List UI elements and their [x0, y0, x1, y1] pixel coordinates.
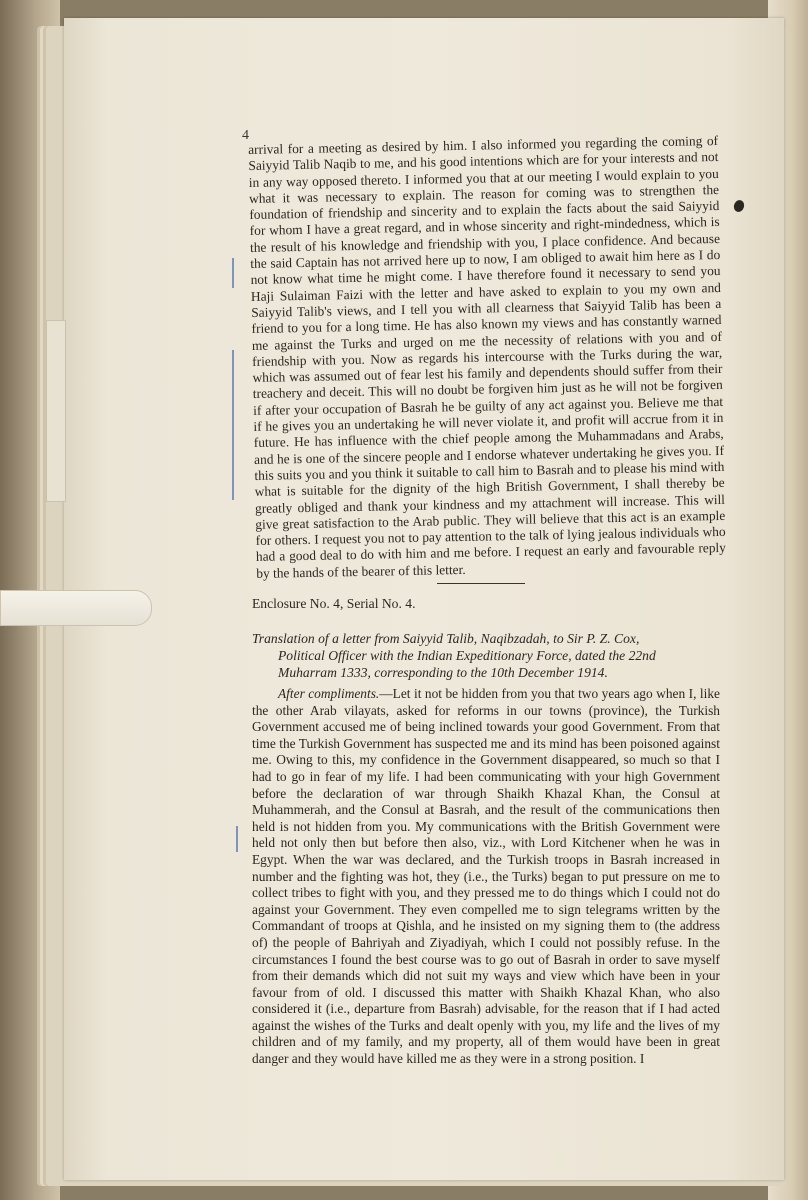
translation-body: [252, 686, 720, 1068]
translation-title-line-1: Translation of a letter from Saiyyid Talib, Naqibzadah, to Sir P. Z. Cox,: [252, 631, 640, 646]
margin-pencil-mark: [232, 350, 234, 500]
page-number: 4: [242, 128, 249, 143]
body-text: —Let it not be hidden from you that two years ago when I, like the other Arab vilayats, asked for reforms in our towns (province), the Turkish Government accused me of being inclined towards your good Government. From that time the Turkish Government has suspected me and its mind has been poisoned against me. Owing to this, my confidence in the Government disappeared, so much so that I had to go in fear of my life. I had been communicating with your high Government before the declaration of war through Shaikh Khazal Khan, the Consul at Muhammerah, and the Consul at Basrah, and the result of the communications then held is not hidden from you. My communications with the British Government were held not only then but before then also, viz., with Lord Kitchener when he was in Egypt. When the war was declared, and the Turkish troops in Basrah increased in number and the fighting was hot, they (i.e., the Turks) began to put pressure on me to collect tribes to fight with you, and they pressed me to do things which I could not do against your Government. They even compelled me to sign telegrams written by the Commandant of troops at Qishla, and he insisted on my signing them to (the address of) the people of Bahriyah and Ziyadiyah, which I could not possibly refuse. In the circumstances I found the best course was to go out of Basrah in order to save myself from their demands which did not suit my ways and view which have been in your favour from of old. I discussed this matter with Shaikh Khazal Khan, who also considered it (i.e., departure from Basrah) advisable, for the reason that if I had acted against the wishes of the Turks and dealt openly with you, my life and the lives of my children and of my family, and my property, all of them would have been in great danger and they would have killed me as they were in a strong position. I: [252, 686, 720, 1067]
translation-title-line-2: Political Officer with the Indian Expeditionary Force, dated the 22nd: [278, 648, 656, 663]
binding-tape-upper: [46, 320, 66, 502]
binding-tape: [0, 590, 152, 626]
letter-paragraph: arrival for a meeting as desired by him. I also informed you regarding the coming of Saiyyid Talib Naqib to me, and his good intentions which are for your interests and not in any way opposed thereto. I informed you that at our meeting I would explain to you what it was necessary to explain. The reason for coming was to strengthen the foundation of friendship and sincerity and to explain the facts about the said Saiyyid for whom I have a great regard, and in whose sincerity and right-mindedness, which is the result of his knowledge and friendship with you, I place confidence. And because the said Captain has not arrived here up to now, I am obliged to await him here as I do not know what time he might come. I have therefore found it necessary to send you Haji Sulaiman Faizi with the letter and have asked to explain to you my own and Saiyyid Talib's views, and I tell you with all clearness that Saiyyid Talib has been a friend to you for a long time. He has also known my views and has constantly warned me against the Turks and urged on me the necessity of relations with you and of friendship with you. Now as regards his intercourse with the Turks during the war, which was assumed out of fear lest his family and dependents should suffer from their treachery and deceit. This will no doubt be forgiven him just as he will not be forgiven if after your occupation of Basrah he be guilty of any act against you. Believe me that if he gives you an undertaking he will never violate it, and profit will accrue from it in future. He has influence with the chief people among the Muhammadans and Arabs, and he is one of the sincere people and I endorse whatever undertaking he gives you. If this suits you and you think it suitable to call him to Basrah and to please his mind with what is suitable for the dignity of the high British Government, I shall thereby be greatly obliged and thank your kindness and my attachment will increase. This will give great satisfaction to the Arab public. They will believe that this act is an example for others. I request you not to pay attention to the talk of lying jealous individuals who had a good deal to do with him and me before. I request an early and favourable reply by the hands of the bearer of this letter.: [248, 132, 727, 581]
margin-pencil-mark: [236, 826, 238, 852]
translation-title: [252, 630, 718, 681]
body-opening: After compliments.: [278, 686, 380, 701]
margin-pencil-mark: [232, 258, 234, 288]
section-divider: [437, 583, 525, 584]
translation-title-line-3: Muharram 1333, corresponding to the 10th December 1914.: [278, 665, 608, 680]
enclosure-heading: Enclosure No. 4, Serial No. 4.: [252, 596, 416, 611]
